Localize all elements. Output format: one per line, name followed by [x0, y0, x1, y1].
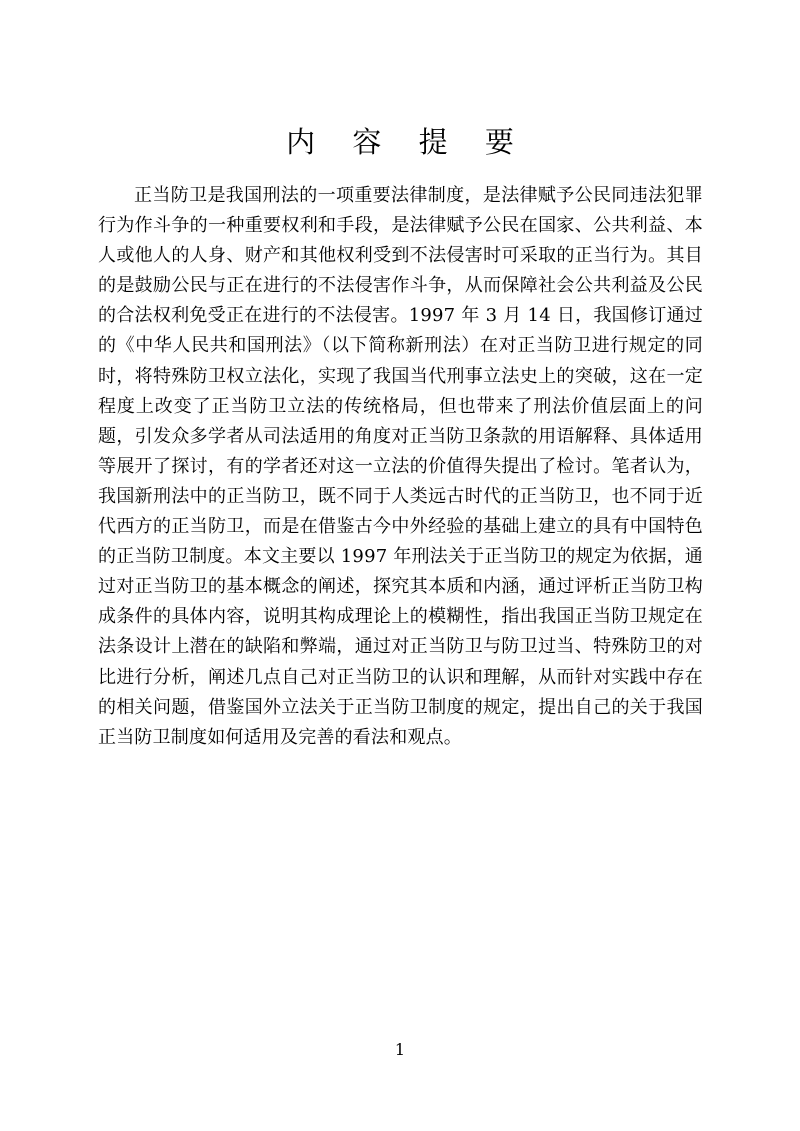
abstract-paragraph: 正当防卫是我国刑法的一项重要法律制度，是法律赋予公民同违法犯罪行为作斗争的一种重要权利和手段，是法律赋予公民在国家、公共利益、本人或他人的人身、财产和其他权利受到不法侵害时可采取的正当行为。其目的是鼓励公民与正在进行的不法侵害作斗争，从而保障社会公共利益及公民的合法权利免受正在进行的不法侵害。1997 年 3 月 14 日，我国修订通过的《中华人民共和国刑法》（以下简称新刑法）在对正当防卫进行规定的同时，将特殊防卫权立法化，实现了我国当代刑事立法史上的突破，这在一定程度上改变了正当防卫立法的传统格局，但也带来了刑法价值层面上的问题，引发众多学者从司法适用的角度对正当防卫条款的用语解释、具体适用等展开了探讨，有的学者还对这一立法的价值得失提出了检讨。笔者认为，我国新刑法中的正当防卫，既不同于人类远古时代的正当防卫，也不同于近代西方的正当防卫，而是在借鉴古今中外经验的基础上建立的具有中国特色的正当防卫制度。本文主要以 1997 年刑法关于正当防卫的规定为依据，通过对正当防卫的基本概念的阐述，探究其本质和内涵，通过评析正当防卫构成条件的具体内容，说明其构成理论上的模糊性，指出我国正当防卫规定在法条设计上潜在的缺陷和弊端，通过对正当防卫与防卫过当、特殊防卫的对比进行分析，阐述几点自己对正当防卫的认识和理解，从而针对实践中存在的相关问题，借鉴国外立法关于正当防卫制度的规定，提出自己的关于我国正当防卫制度如何适用及完善的看法和观点。	[98, 185, 703, 748]
page-number: 1	[394, 1040, 406, 1059]
page-title: 内 容 提 要	[286, 125, 528, 159]
